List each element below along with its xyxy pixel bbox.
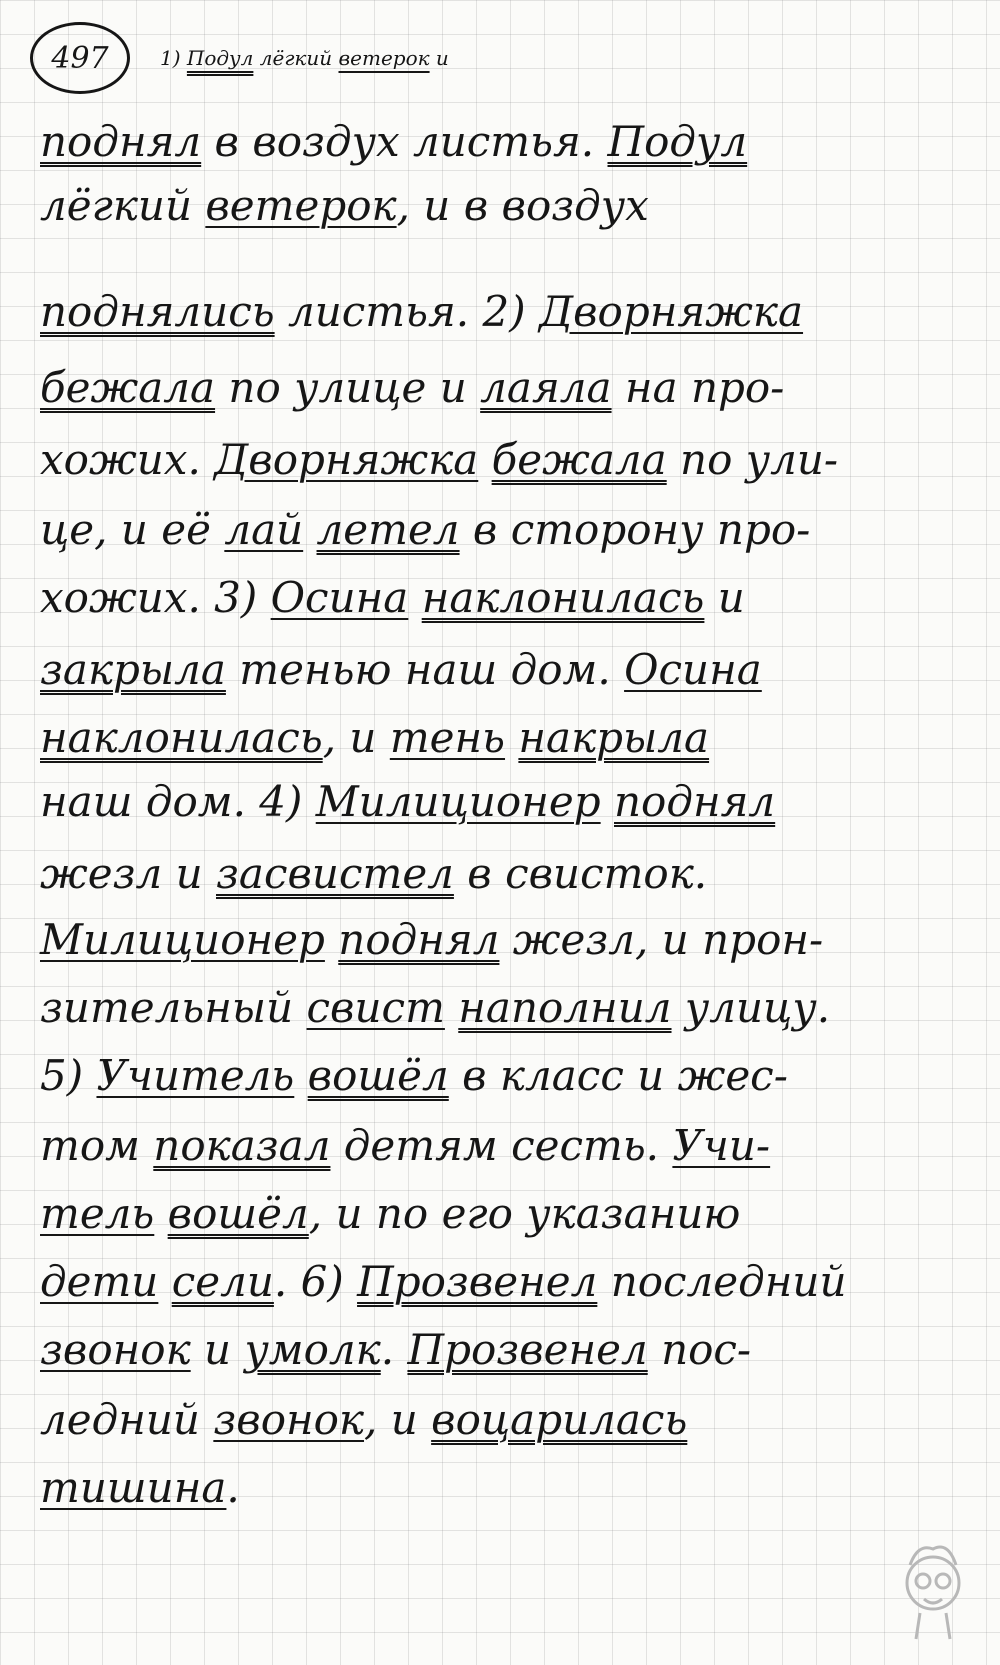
text-segment: и — [704, 573, 745, 622]
text-segment: , и — [322, 713, 390, 762]
text-segment: це, и её — [40, 505, 225, 554]
text-line — [160, 28, 1000, 88]
subject-word: Милиционер — [315, 777, 601, 826]
subject-word: Осина — [624, 645, 762, 694]
text-line — [40, 1390, 940, 1450]
text-segment: , и — [364, 1395, 432, 1444]
mascot-logo-icon — [888, 1535, 978, 1645]
exercise-number-badge — [30, 22, 130, 94]
predicate-word: умолк — [244, 1325, 381, 1374]
subject-word: звонок — [40, 1325, 191, 1374]
predicate-word: Подул — [607, 117, 748, 166]
text-line — [40, 1184, 940, 1244]
text-line — [40, 1116, 940, 1176]
text-segment: . 6) — [273, 1257, 358, 1306]
subject-word: ветерок — [338, 46, 430, 70]
text-segment: и — [429, 46, 449, 70]
subject-word: тень — [389, 713, 506, 762]
text-line — [40, 358, 940, 418]
text-segment: , и в воздух — [396, 181, 649, 230]
text-segment: лёгкий — [40, 181, 206, 230]
text-segment: 1) — [160, 46, 187, 70]
text-line — [40, 1046, 940, 1106]
text-segment: том — [40, 1121, 154, 1170]
subject-word: звонок — [213, 1395, 365, 1444]
predicate-word: Прозвенел — [407, 1325, 648, 1374]
text-segment: ледний — [40, 1395, 214, 1444]
text-segment: зительный — [40, 983, 307, 1032]
text-line — [40, 910, 940, 970]
predicate-word: закрыла — [40, 645, 226, 694]
text-line — [40, 640, 940, 700]
subject-word: Учитель — [96, 1051, 295, 1100]
text-segment: тенью наш дом. — [225, 645, 625, 694]
subject-word: лай — [224, 505, 304, 554]
text-line — [40, 430, 940, 490]
subject-word: Милиционер — [40, 915, 325, 964]
predicate-word: вошёл — [167, 1189, 309, 1238]
text-segment — [478, 435, 491, 484]
text-segment: . — [226, 1463, 240, 1512]
text-line — [40, 282, 940, 342]
predicate-word: поднял — [338, 915, 500, 964]
text-segment: и — [190, 1325, 245, 1374]
subject-word: тишина — [40, 1463, 227, 1512]
text-line — [40, 500, 940, 560]
text-segment: хожих. 3) — [40, 573, 271, 622]
text-segment — [158, 1257, 171, 1306]
text-segment: последний — [597, 1257, 847, 1306]
predicate-word: наклонилась — [40, 713, 323, 762]
text-line — [40, 112, 940, 172]
predicate-word: поднял — [40, 117, 202, 166]
text-segment: . — [380, 1325, 408, 1374]
subject-word: Дворняжка — [538, 287, 804, 336]
predicate-word: наклонилась — [421, 573, 705, 622]
subject-word: Осина — [270, 573, 409, 622]
text-segment: в свисток. — [453, 849, 708, 898]
predicate-word: вошёл — [307, 1051, 449, 1100]
text-line — [40, 176, 940, 236]
text-segment: листья. 2) — [274, 287, 539, 336]
text-segment: жезл, и прон- — [499, 915, 824, 964]
text-segment — [154, 1189, 167, 1238]
text-segment — [601, 777, 614, 826]
text-segment: в воздух листья. — [201, 117, 608, 166]
predicate-word: Подул — [186, 46, 254, 70]
text-segment — [294, 1051, 307, 1100]
predicate-word: Прозвенел — [357, 1257, 598, 1306]
text-line — [40, 708, 940, 768]
subject-word: Дворняжка — [214, 435, 479, 484]
subject-word: тель — [40, 1189, 155, 1238]
text-line — [40, 1320, 940, 1380]
text-segment: в класс и жес- — [448, 1051, 788, 1100]
text-segment: 5) — [40, 1051, 97, 1100]
predicate-word: поднял — [614, 777, 776, 826]
text-line — [40, 1458, 940, 1518]
exercise-number: 497 — [51, 40, 109, 76]
predicate-word: накрыла — [518, 713, 710, 762]
text-line — [40, 772, 940, 832]
subject-word: ветерок — [205, 181, 397, 230]
predicate-word: летел — [316, 505, 460, 554]
predicate-word: сели — [171, 1257, 274, 1306]
text-segment: в сторону про- — [459, 505, 811, 554]
text-segment: по улице и — [215, 363, 481, 412]
text-segment — [505, 713, 518, 762]
subject-word: дети — [40, 1257, 159, 1306]
text-segment: , и по его указанию — [308, 1189, 741, 1238]
text-segment: наш дом. 4) — [40, 777, 316, 826]
predicate-word: бежала — [491, 435, 667, 484]
text-segment: детям сесть. — [330, 1121, 673, 1170]
text-line — [40, 844, 940, 904]
predicate-word: бежала — [40, 363, 216, 412]
predicate-word: воцарилась — [431, 1395, 688, 1444]
text-segment: по ули- — [666, 435, 839, 484]
text-segment — [303, 505, 316, 554]
predicate-word: показал — [153, 1121, 331, 1170]
text-segment: хожих. — [40, 435, 215, 484]
text-line — [40, 1252, 940, 1312]
text-line — [40, 568, 940, 628]
text-line — [40, 978, 940, 1038]
text-segment — [445, 983, 458, 1032]
subject-word: свист — [306, 983, 445, 1032]
text-segment: жезл и — [40, 849, 216, 898]
predicate-word: лаяла — [480, 363, 612, 412]
predicate-word: поднялись — [40, 287, 275, 336]
predicate-word: наполнил — [458, 983, 672, 1032]
text-segment: улицу. — [671, 983, 831, 1032]
predicate-word: засвистел — [216, 849, 454, 898]
text-segment — [408, 573, 421, 622]
subject-word: Учи- — [672, 1121, 771, 1170]
text-segment: пос- — [647, 1325, 752, 1374]
text-segment: на про- — [611, 363, 785, 412]
text-segment — [325, 915, 338, 964]
text-segment: лёгкий — [253, 46, 339, 70]
